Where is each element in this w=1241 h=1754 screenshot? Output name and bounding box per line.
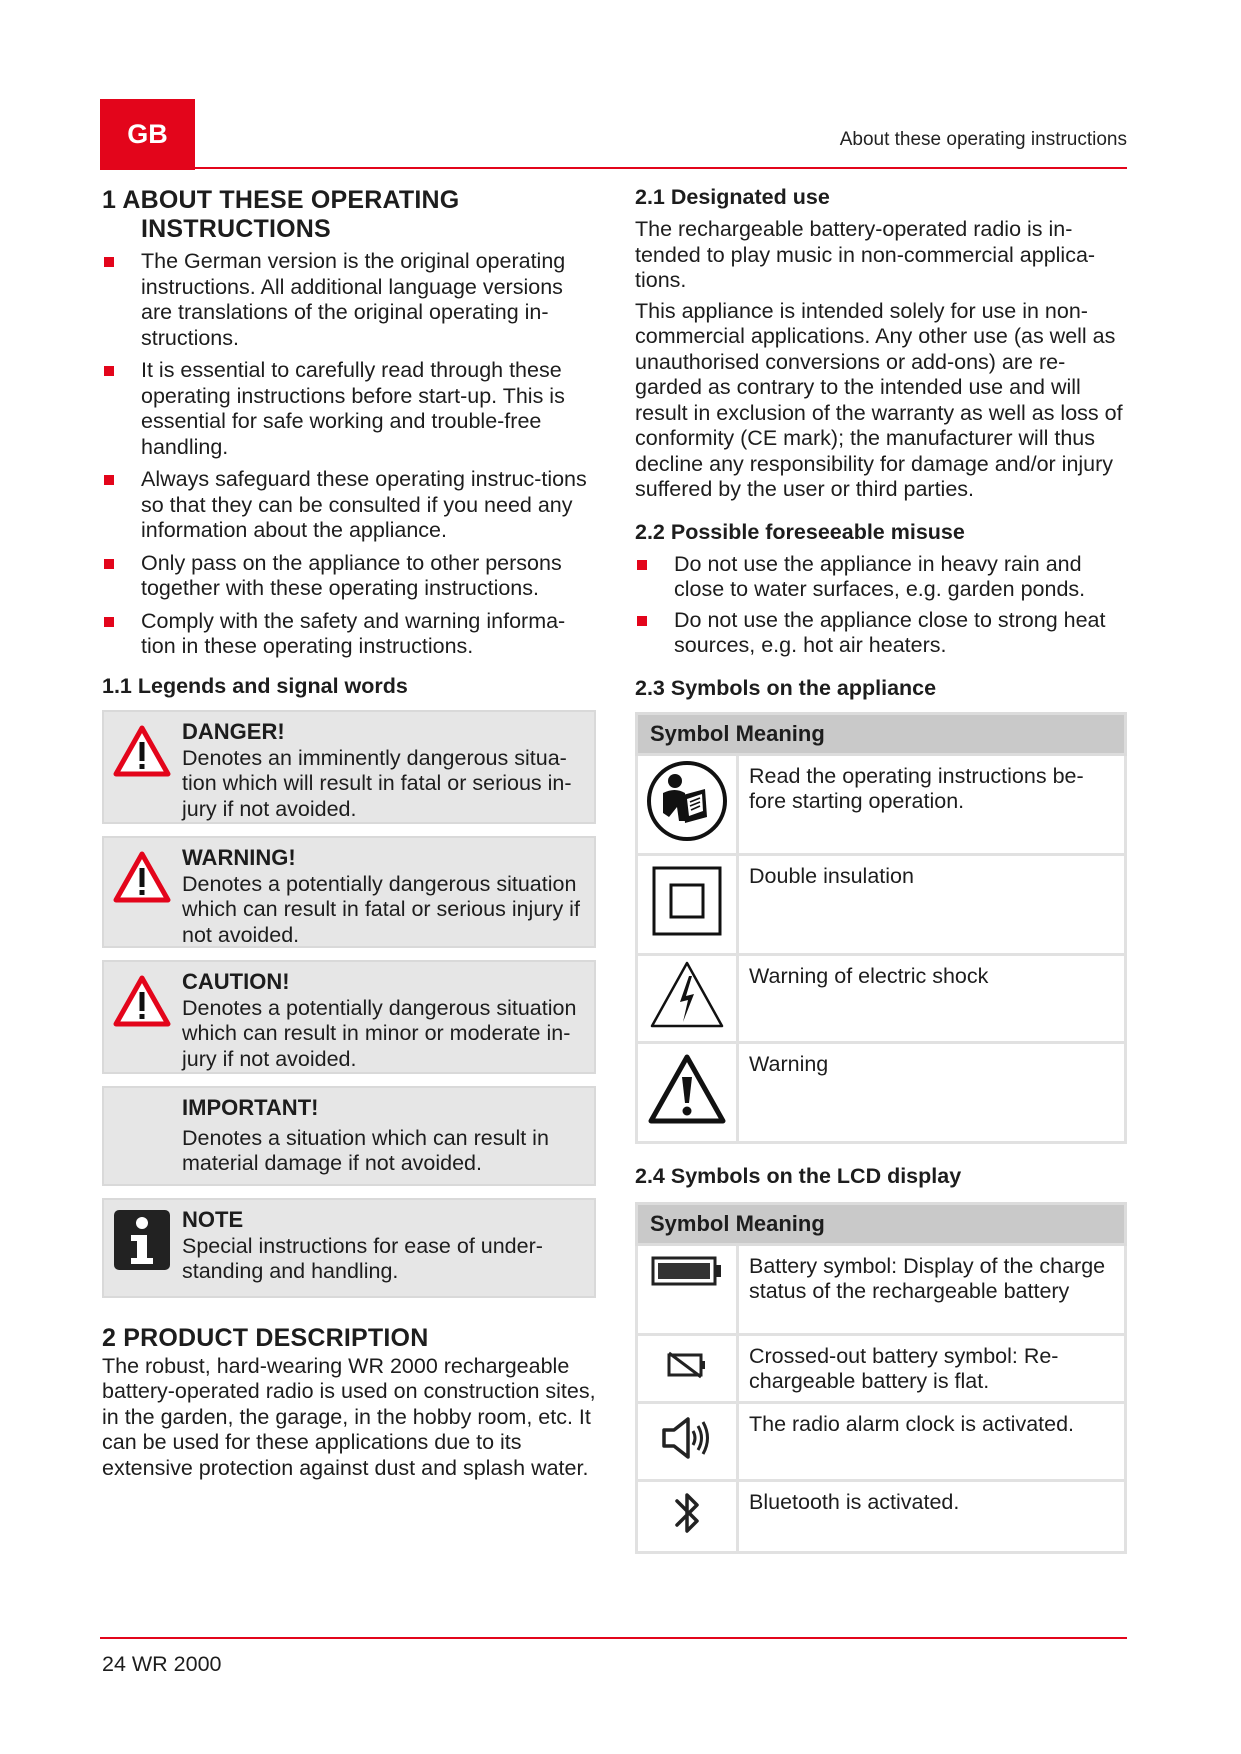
read-manual-icon	[645, 824, 729, 848]
table-header: Symbol Meaning	[637, 1203, 1126, 1244]
table-row	[637, 754, 1126, 854]
section-2-2-heading: 2.2 Possible foreseeable misuse	[635, 519, 965, 544]
callout-title: WARNING!	[182, 844, 296, 870]
symbol-meaning: Battery symbol: Display of the charge status of the rechargeable battery	[738, 1244, 1126, 1334]
bluetooth-icon	[672, 1520, 702, 1544]
symbol-meaning: Read the operating instructions be-fore starting operation.	[738, 754, 1126, 854]
page-footer: 24 WR 2000	[102, 1652, 222, 1676]
section-2-text: The robust, hard-wearing WR 2000 rechargeable battery-operated radio is used on construction sites, in the garden, the garage, in the hobby room, etc. It can be used for these applications due to its extensive protection against dust and splash water.	[102, 1353, 596, 1480]
footer-rule	[100, 1637, 1127, 1639]
appliance-symbols-table	[635, 712, 1127, 1144]
symbol-meaning: Crossed-out battery symbol: Re-chargeable battery is flat.	[738, 1334, 1126, 1402]
language-badge	[100, 99, 195, 170]
danger-callout	[102, 710, 596, 824]
section-2-1-heading: 2.1 Designated use	[635, 185, 830, 209]
callout-title: DANGER!	[182, 718, 285, 744]
list-item: Do not use the appliance in heavy rain and close to water surfaces, e.g. garden ponds.	[635, 552, 1127, 603]
note-callout	[102, 1198, 596, 1298]
callout-text: Special instructions for ease of under-standing and handling.	[182, 1233, 543, 1283]
designated-use-para-1: The rechargeable battery-operated radio is in-tended to play music in non-commercial applica-tions.	[635, 217, 1096, 292]
misuse-bullet-list	[635, 552, 1127, 659]
table-header-row	[637, 1203, 1126, 1244]
callout-text: Denotes a situation which can result in material damage if not avoided.	[182, 1125, 549, 1175]
warning-icon	[648, 1106, 726, 1130]
lcd-symbols-table	[635, 1202, 1127, 1554]
list-item: Comply with the safety and warning informa-tion in these operating instructions.	[102, 609, 596, 660]
table-row	[637, 854, 1126, 954]
table-row	[637, 1042, 1126, 1142]
list-item: Always safeguard these operating instruc-tions so that they can be consulted if you need any information about the appliance.	[102, 467, 596, 544]
warning-callout	[102, 836, 596, 948]
electric-shock-icon	[649, 1011, 725, 1035]
section-2-4-heading: 2.4 Symbols on the LCD display	[635, 1163, 962, 1188]
symbol-meaning: Warning	[738, 1042, 1126, 1142]
section-2-3-heading: 2.3 Symbols on the appliance	[635, 675, 937, 700]
warning-triangle-icon	[112, 974, 172, 1033]
symbol-meaning: Warning of electric shock	[738, 954, 1126, 1042]
section-2-heading: 2 PRODUCT DESCRIPTION	[102, 1323, 429, 1352]
symbol-meaning: The radio alarm clock is activated.	[738, 1402, 1126, 1480]
speaker-alarm-icon	[660, 1442, 714, 1466]
callout-text: Denotes an imminently dangerous situa-tion which will result in fatal or serious in-jury if not avoided.	[182, 745, 572, 821]
table-row	[637, 1402, 1126, 1480]
list-item: Do not use the appliance close to strong heat sources, e.g. hot air heaters.	[635, 608, 1127, 659]
header-rule	[100, 167, 1127, 169]
callout-title: CAUTION!	[182, 968, 290, 994]
info-icon	[114, 1210, 170, 1275]
left-column	[102, 186, 596, 1481]
section-1-1-heading: 1.1 Legends and signal words	[102, 673, 408, 698]
right-column	[635, 184, 1127, 1554]
warning-triangle-icon	[112, 724, 172, 783]
table-header-row	[637, 713, 1126, 754]
callout-title: NOTE	[182, 1206, 244, 1232]
double-insulation-icon	[651, 918, 723, 942]
warning-triangle-icon	[112, 850, 172, 909]
language-badge-label: GB	[127, 119, 168, 149]
callout-text: Denotes a potentially dangerous situation which can result in minor or moderate in-jury if not avoided.	[182, 995, 577, 1071]
table-row	[637, 1480, 1126, 1552]
list-item: The German version is the original operating instructions. All additional language versions are translations of the original operating in-structions.	[102, 249, 596, 351]
table-row	[637, 1244, 1126, 1334]
table-row	[637, 1334, 1126, 1402]
symbol-meaning: Double insulation	[738, 854, 1126, 954]
section-1-heading: 1 ABOUT THESE OPERATING INSTRUCTIONS	[102, 186, 460, 243]
callout-text: Denotes a potentially dangerous situation which can result in fatal or serious injury if not avoided.	[182, 871, 580, 947]
table-header: Symbol Meaning	[637, 713, 1126, 754]
symbol-meaning: Bluetooth is activated.	[738, 1480, 1126, 1552]
designated-use-para-2: This appliance is intended solely for use in non-commercial applications. Any other use (as well as unauthorised conversions or add-ons) are re-garded as contrary to the intended use and will result in exclusion of the warranty as well as loss of conformity (CE mark); the manufacturer will thus decline any responsibility for damage and/or injury suffered by the user or third parties.	[635, 298, 1123, 501]
caution-callout	[102, 960, 596, 1074]
section-1-bullet-list	[102, 249, 596, 660]
callout-title: IMPORTANT!	[182, 1094, 319, 1120]
important-callout	[102, 1086, 596, 1186]
list-item: Only pass on the appliance to other persons together with these operating instructions.	[102, 551, 596, 602]
battery-crossed-icon	[666, 1362, 708, 1386]
table-row	[637, 954, 1126, 1042]
list-item: It is essential to carefully read through these operating instructions before start-up. This is essential for safe working and trouble-free handling.	[102, 358, 596, 460]
battery-icon	[651, 1267, 723, 1291]
running-header: About these operating instructions	[839, 129, 1127, 150]
